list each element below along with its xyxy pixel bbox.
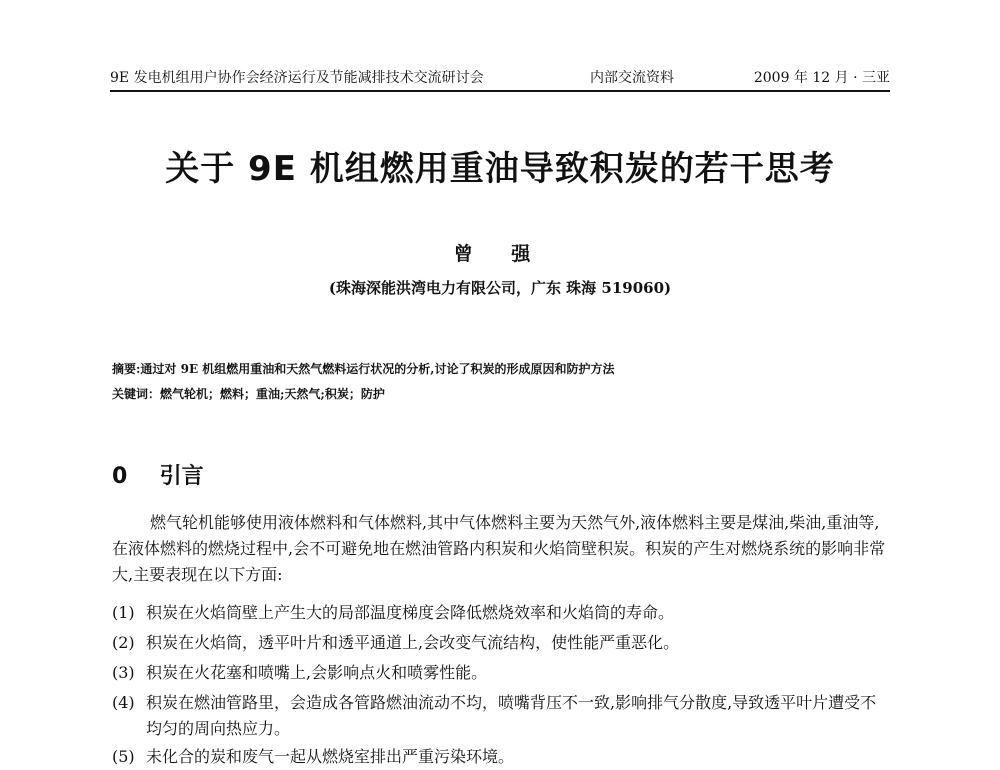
- intro-paragraph-text: 燃气轮机能够使用液体燃料和气体燃料,其中气体燃料主要为天然气外,液体燃料主要是煤油,柴油,重油等,在液体燃料的燃烧过程中,会不可避免地在燃油管路内积炭和火焰筒壁积炭。积炭的产生对燃烧系统的影响非常大,主要表现在以下方面:: [112, 513, 886, 584]
- list-item-text: 积炭在火焰筒壁上产生大的局部温度梯度会降低燃烧效率和火焰筒的寿命。: [146, 603, 675, 622]
- abstract: 摘要:通过对 9E 机组燃用重油和天然气燃料运行状况的分析,讨论了积炭的形成原因和防护方法: [112, 362, 615, 376]
- list-item-text: 积炭在火焰筒，透平叶片和透平通道上,会改变气流结构，使性能严重恶化。: [146, 633, 680, 652]
- list-item: [112, 630, 892, 656]
- list-item-text: 未化合的炭和废气一起从燃烧室排出严重污染环境。: [146, 747, 515, 766]
- list-item-label: (1): [112, 603, 135, 622]
- list-item-text: 积炭在燃油管路里，会造成各管路燃油流动不均，喷嘴背压不一致,影响排气分散度,导致透平叶片遭受不均匀的周向热应力。: [146, 693, 877, 738]
- author-name: 曾 强: [453, 243, 547, 265]
- list-item-label: (2): [112, 633, 135, 652]
- section-title: 引言: [159, 464, 204, 489]
- running-head-label: 内部交流资料: [590, 70, 674, 86]
- author-affiliation: (珠海深能洪湾电力有限公司，广东 珠海 519060): [328, 279, 672, 297]
- list-item: [112, 690, 892, 742]
- intro-paragraph: [112, 510, 892, 588]
- running-head: [110, 66, 890, 92]
- list-item-label: (3): [112, 663, 135, 682]
- list-item-label: (5): [112, 747, 135, 766]
- list-item: [112, 660, 892, 686]
- list-item-label: (4): [112, 693, 135, 712]
- keywords: 关键词：燃气轮机；燃料；重油;天然气;积炭；防护: [112, 387, 385, 401]
- section-number: 0: [112, 464, 128, 489]
- running-head-conference: 9E 发电机组用户协作会经济运行及节能减排技术交流研讨会: [110, 70, 484, 86]
- list-item: [112, 600, 892, 626]
- section-heading: [112, 462, 204, 492]
- paper-title: 关于 9E 机组燃用重油导致积炭的若干思考: [165, 149, 835, 189]
- running-head-date-place: 2009 年 12 月 · 三亚: [753, 70, 890, 86]
- list-item-text: 积炭在火花塞和喷嘴上,会影响点火和喷雾性能。: [146, 663, 488, 682]
- list-item: [112, 744, 892, 770]
